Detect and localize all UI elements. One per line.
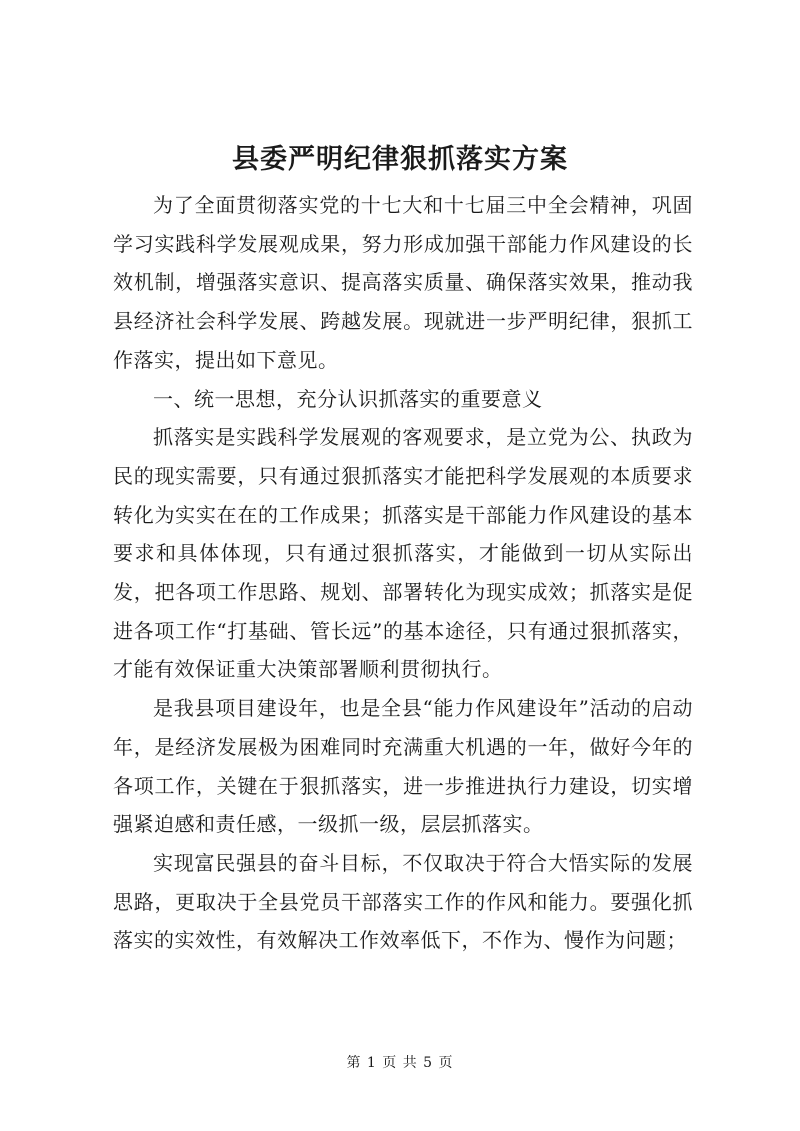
document-body [113, 186, 693, 960]
document-title: 县委严明纪律狠抓落实方案 [232, 144, 568, 175]
paragraph-intro: 为了全面贯彻落实党的十七大和十七届三中全会精神，巩固学习实践科学发展观成果，努力形成加强干部能力作风建设的长效机制，增强落实意识、提高落实质量、确保落实效果，推动我县经济社会科学发展、跨越发展。现就进一步严明纪律，狠抓工作落实，提出如下意见。 [113, 193, 693, 372]
page-indicator: 第 1 页 共 5 页 [346, 1055, 454, 1071]
paragraph-significance: 抓落实是实践科学发展观的客观要求，是立党为公、执政为民的现实需要，只有通过狠抓落实才能把科学发展观的本质要求转化为实实在在的工作成果；抓落实是干部能力作风建设的基本要求和具体体现，只有通过狠抓落实，才能做到一切从实际出发，把各项工作思路、规划、部署转化为现实成效；抓落实是促进各项工作“打基础、管长远”的基本途径，只有通过狠抓落实，才能有效保证重大决策部署顺利贯彻执行。 [113, 425, 693, 682]
section-heading-1: 一、统一思想，充分认识抓落实的重要意义 [153, 386, 543, 411]
paragraph-goals: 实现富民强县的奋斗目标，不仅取决于符合大悟实际的发展思路，更取决于全县党员干部落实工作的作风和能力。要强化抓落实的实效性，有效解决工作效率低下，不作为、慢作为问题； [113, 850, 693, 953]
paragraph-project-year: 是我县项目建设年，也是全县“能力作风建设年”活动的启动年，是经济发展极为困难同时充满重大机遇的一年，做好今年的各项工作，关键在于狠抓落实，进一步推进执行力建设，切实增强紧迫感和责任感，一级抓一级，层层抓落实。 [113, 696, 693, 837]
